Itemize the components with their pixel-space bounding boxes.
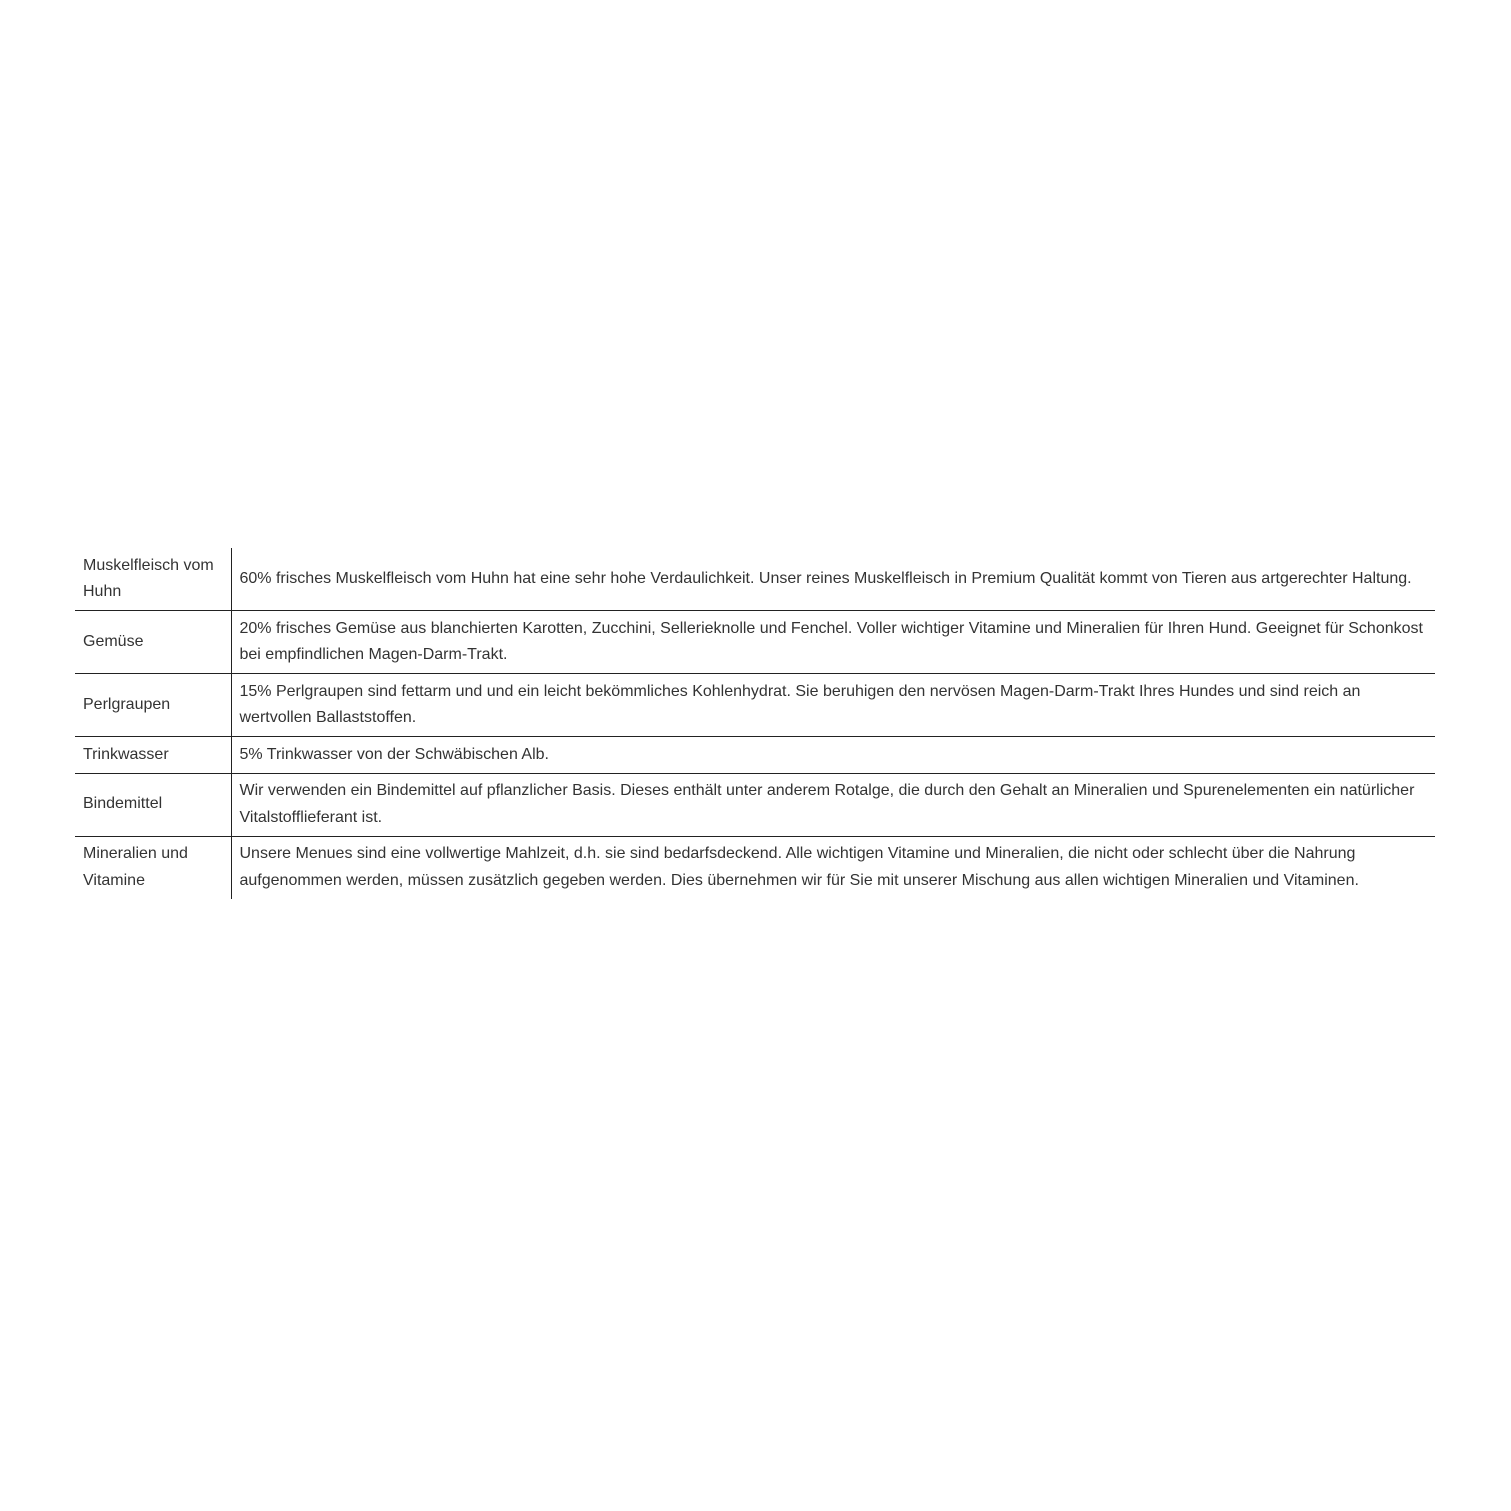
ingredient-description: 60% frisches Muskelfleisch vom Huhn hat eine sehr hohe Verdaulichkeit. Unser reines Muskelfleisch in Premium Qualität kommt von Tieren aus artgerechter Haltung. <box>239 569 1412 587</box>
table-row <box>75 773 1435 836</box>
ingredients-table <box>75 548 1435 899</box>
table-row <box>75 548 1435 611</box>
ingredient-name: Muskelfleisch vom Huhn <box>75 548 231 611</box>
ingredient-name: Gemüse <box>75 611 231 674</box>
table-row <box>75 674 1435 737</box>
table-row <box>75 737 1435 774</box>
table-row <box>75 611 1435 674</box>
ingredient-name: Bindemittel <box>75 773 231 836</box>
ingredient-description: Unsere Menues sind eine vollwertige Mahlzeit, d.h. sie sind bedarfsdeckend. Alle wichtigen Vitamine und Mineralien, die nicht oder schlecht über die Nahrung aufgenommen werden, müssen zusätzlich gegeben werden. Dies übernehmen wir für Sie mit unserer Mischung aus allen wichtigen Mineralien und Vitaminen. <box>231 836 1435 899</box>
ingredient-description: Wir verwenden ein Bindemittel auf pflanzlicher Basis. Dieses enthält unter anderem Rotalge, die durch den Gehalt an Mineralien und Spurenelementen ein natürlicher Vitalstofflieferant ist. <box>231 773 1435 836</box>
ingredient-description: 5% Trinkwasser von der Schwäbischen Alb. <box>231 737 1435 774</box>
table-row <box>75 836 1435 899</box>
ingredient-description: 20% frisches Gemüse aus blanchierten Karotten, Zucchini, Sellerieknolle und Fenchel. Voller wichtiger Vitamine und Mineralien für Ihren Hund. Geeignet für Schonkost bei empfindlichen Magen-Darm-Trakt. <box>231 611 1435 674</box>
ingredient-name: Trinkwasser <box>75 737 231 774</box>
ingredient-name: Perlgraupen <box>75 674 231 737</box>
ingredient-name: Mineralien und Vitamine <box>75 836 231 899</box>
ingredient-description: 15% Perlgraupen sind fettarm und und ein leicht bekömmliches Kohlenhydrat. Sie beruhigen den nervösen Magen-Darm-Trakt Ihres Hundes und sind reich an wertvollen Ballaststoffen. <box>231 674 1435 737</box>
